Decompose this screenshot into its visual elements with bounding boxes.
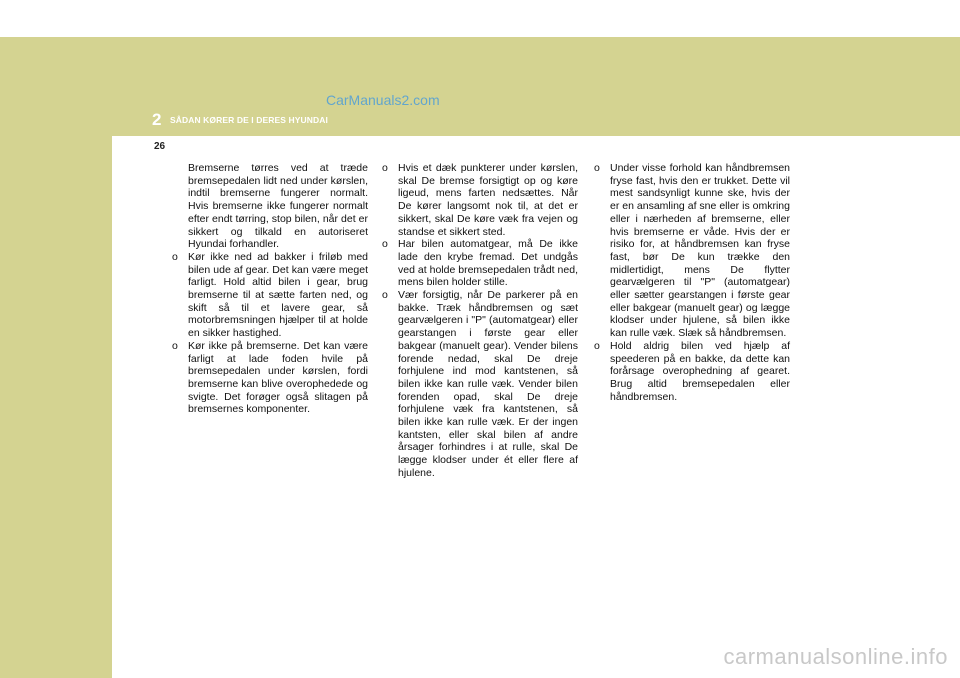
bullet-marker: o bbox=[382, 289, 388, 302]
header-band bbox=[0, 37, 960, 136]
bullet-marker: o bbox=[172, 339, 178, 352]
intro-paragraph: Bremserne tørres ved at træde bremsepedalen lidt ned under kørslen, indtil bremserne fungerer normalt. Hvis bremserne ikke fungerer normalt efter endt tørring, stop bilen, når det er sikkert og tilkald en autoriseret Hyundai forhandler. bbox=[188, 162, 368, 251]
list-item bbox=[382, 289, 578, 480]
list-item-text: Kør ikke på bremserne. Det kan være farligt at lade foden hvile på bremsepedalen under kørslen, fordi bremserne kan blive overophedede og svigte. Det forøger også slitagen på bremsernes komponenter. bbox=[188, 339, 368, 416]
list-item-text: Har bilen automatgear, må De ikke lade den krybe fremad. Det undgås ved at holde bremsepedalen trådt ned, mens bilen holder stille. bbox=[398, 238, 578, 289]
bullet-marker: o bbox=[382, 162, 388, 174]
list-item bbox=[172, 340, 368, 416]
text-column-2 bbox=[382, 162, 578, 480]
text-column-3 bbox=[594, 162, 790, 403]
page-number: 26 bbox=[154, 141, 166, 152]
list-item-text: Kør ikke ned ad bakker i friløb med bilen ude af gear. Det kan være meget farligt. Hold altid bilen i gear, brug bremserne til at sætte farten ned, og skift så til et lavere gear, så motorbremsningen hjælper til at holde en sikker hastighed. bbox=[188, 250, 368, 340]
list-item bbox=[382, 238, 578, 289]
bullet-marker: o bbox=[594, 162, 600, 174]
list-item bbox=[594, 162, 790, 340]
list-item bbox=[594, 340, 790, 404]
watermark-top[interactable]: CarManuals2.com bbox=[326, 92, 440, 108]
watermark-bottom[interactable]: carmanualsonline.info bbox=[723, 644, 948, 669]
bullet-marker: o bbox=[382, 238, 388, 251]
list-item-text: Under visse forhold kan håndbremsen fryse fast, hvis den er trukket. Dette vil mest sandsynligt kunne ske, hvis der er en ansamling af sne eller is omkring eller i nærheden af bremserne, eller hvis bremserne er våde. Hvis der er risiko for, at håndbremsen kan fryse fast, bør De kun trække den midlertidigt, mens De flytter gearvælgeren til "P" (automatgear) eller sætter gearstangen i første gear eller bakgear (manuelt gear) og lægge klodser under hjulene, så bilen ikke kan rulle væk. Slæk så håndbremsen. bbox=[610, 162, 790, 340]
list-item-text: Hold aldrig bilen ved hjælp af speederen på en bakke, da dette kan forårsage overophedning af gearet. Brug altid bremsepedalen eller håndbremsen. bbox=[610, 339, 790, 403]
list-item bbox=[172, 251, 368, 340]
list-item-text: Hvis et dæk punkterer under kørslen, skal De bremse forsigtigt op og køre ligeud, mens farten nedsættes. Når De kører langsomt nok til, at det er sikkert, skal De køre væk fra vejen og standse et sikkert sted. bbox=[398, 162, 578, 238]
chapter-number: 2 bbox=[152, 110, 162, 129]
bullet-marker: o bbox=[594, 339, 600, 352]
list-item bbox=[382, 162, 578, 238]
text-column-1 bbox=[172, 162, 368, 416]
left-margin-band bbox=[0, 37, 112, 678]
list-item-text: Vær forsigtig, når De parkerer på en bakke. Træk håndbremsen og sæt gearvælgeren i "P" (automatgear) eller gearstangen i første gear eller bakgear (manuelt gear). Vender bilens forende nedad, skal De dreje forhjulene ind mod kantstenen, så bilen ikke kan rulle væk. Vender bilen forenden opad, skal De dreje forhjulene væk fra kantstenen, så bilen ikke kan rulle væk. Er der ingen kantsten, eller skal bilen af andre årsager forhindres i at rulle, skal De lægge klodser under ét eller flere af hjulene. bbox=[398, 289, 578, 479]
bullet-marker: o bbox=[172, 250, 178, 263]
chapter-title: SÅDAN KØRER DE I DERES HYUNDAI bbox=[170, 115, 328, 125]
